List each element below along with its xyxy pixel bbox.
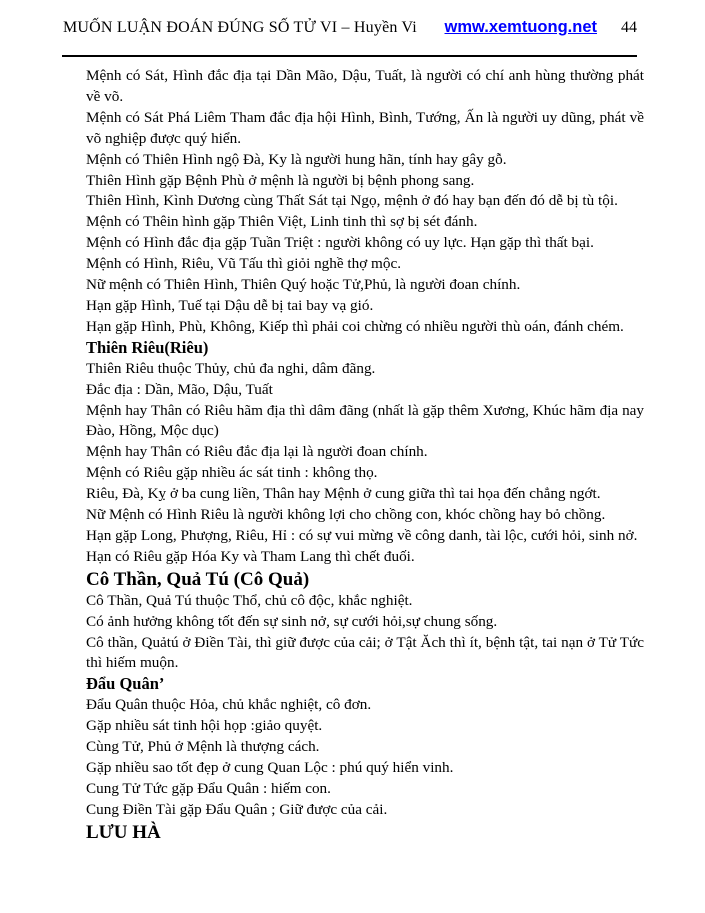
paragraph: Gặp nhiều sát tinh hội họp :giảo quyệt. [86, 717, 323, 735]
paragraph: Mệnh có Hình, Riêu, Vũ Tấu thì giỏi nghề thợ mộc. [86, 255, 401, 273]
paragraph: Hạn gặp Hình, Phù, Không, Kiếp thì phải coi chừng có nhiều người thù oán, đánh chém. [86, 317, 624, 335]
paragraph: Hạn gặp Long, Phượng, Riêu, Hỉ : có sự vui mừng về công danh, tài lộc, cưới hỏi, sinh nở. [86, 526, 638, 544]
paragraph: Riêu, Đà, Kỵ ở ba cung liền, Thân hay Mệnh ở cung giữa thì tai họa đến chẳng ngớt. [86, 485, 601, 503]
paragraph: Đẩu Quân thuộc Hỏa, chủ khắc nghiệt, cô đơn. [86, 696, 372, 714]
paragraph: Cùng Tử, Phủ ở Mệnh là thượng cách. [86, 738, 320, 756]
paragraph: Mệnh có Riêu gặp nhiều ác sát tinh : không thọ. [86, 464, 378, 482]
paragraph: Có ảnh hưởng không tốt đến sự sinh nở, sự cưới hỏi,sự chung sống. [86, 612, 498, 630]
paragraph: Nữ Mệnh có Hình Riêu là người không lợi cho chồng con, khóc chồng hay bỏ chồng. [86, 506, 606, 524]
section-heading: LƯU HÀ [86, 821, 161, 843]
paragraph: Cung Điền Tài gặp Đẩu Quân ; Giữ được của cải. [86, 800, 388, 818]
paragraph: Mệnh có Sát, Hình đắc địa tại Dần Mão, Dậu, Tuất, là người có chí anh hùng thường phát về võ. [86, 67, 644, 105]
paragraph: Mệnh hay Thân có Riêu đắc địa lại là người đoan chính. [86, 443, 428, 461]
section-heading: Đẩu Quân’ [86, 674, 165, 694]
paragraph: Hạn gặp Hình, Tuế tại Dậu dễ bị tai bay vạ gió. [86, 296, 374, 314]
paragraph: Thiên Riêu thuộc Thủy, chủ đa nghi, dâm đãng. [86, 359, 376, 377]
section-heading: Thiên Riêu(Riêu) [86, 337, 209, 357]
paragraph: Mệnh có Thiên Hình ngộ Đà, Ky là người hung hãn, tính hay gây gỗ. [86, 150, 507, 168]
paragraph: Mệnh hay Thân có Riêu hãm địa thì dâm đãng (nhất là gặp thêm Xương, Khúc hãm địa nay Đào, Hồng, Mộc dục) [86, 401, 644, 440]
paragraph: Cô Thần, Quả Tú thuộc Thổ, chủ cô độc, khắc nghiệt. [86, 591, 413, 609]
paragraph: Mệnh có Sát Phá Liêm Tham đắc địa hội Hình, Bình, Tướng, Ấn là người uy dũng, phát về võ nghiệp được quý hiển. [86, 108, 644, 147]
paragraph: Đắc địa : Dần, Mão, Dậu, Tuất [86, 380, 273, 398]
paragraph: Gặp nhiều sao tốt đẹp ở cung Quan Lộc : phú quý hiển vinh. [86, 759, 454, 776]
paragraph: Nữ mệnh có Thiên Hình, Thiên Quý hoặc Tử,Phủ, là người đoan chính. [86, 276, 521, 294]
paragraph: Mệnh có Thêin hình gặp Thiên Việt, Linh tinh thì sợ bị sét đánh. [86, 213, 478, 231]
paragraph: Thiên Hình gặp Bệnh Phù ở mệnh là người bị bệnh phong sang. [86, 171, 475, 189]
page-number: 44 [621, 19, 637, 36]
site-link[interactable]: wmw.xemtuong.net [444, 18, 597, 36]
paragraph: Cung Tử Tức gặp Đẩu Quân : hiếm con. [86, 779, 331, 797]
header-divider [62, 55, 637, 57]
paragraph: Thiên Hình, Kình Dương cùng Thất Sát tại Ngọ, mệnh ở đó hay bạn đến đó dễ bị tù tội. [86, 192, 618, 210]
paragraph: Cô thần, Quảtú ở Điền Tài, thì giữ được của cải; ở Tật Ăch thì ít, bệnh tật, tai nạn ở Tử Tức thì hiếm muộn. [86, 633, 644, 672]
document-body [86, 66, 644, 844]
page-header [63, 18, 637, 37]
section-heading: Cô Thần, Quả Tú (Cô Quả) [86, 568, 310, 590]
document-title: MUỐN LUẬN ĐOÁN ĐÚNG SỐ TỬ VI – Huyền Vi [63, 19, 417, 36]
paragraph: Hạn có Riêu gặp Hóa Ky và Tham Lang thì chết đuối. [86, 547, 415, 565]
paragraph: Mệnh có Hình đắc địa gặp Tuần Triệt : người không có uy lực. Hạn gặp thì thất bại. [86, 234, 594, 252]
